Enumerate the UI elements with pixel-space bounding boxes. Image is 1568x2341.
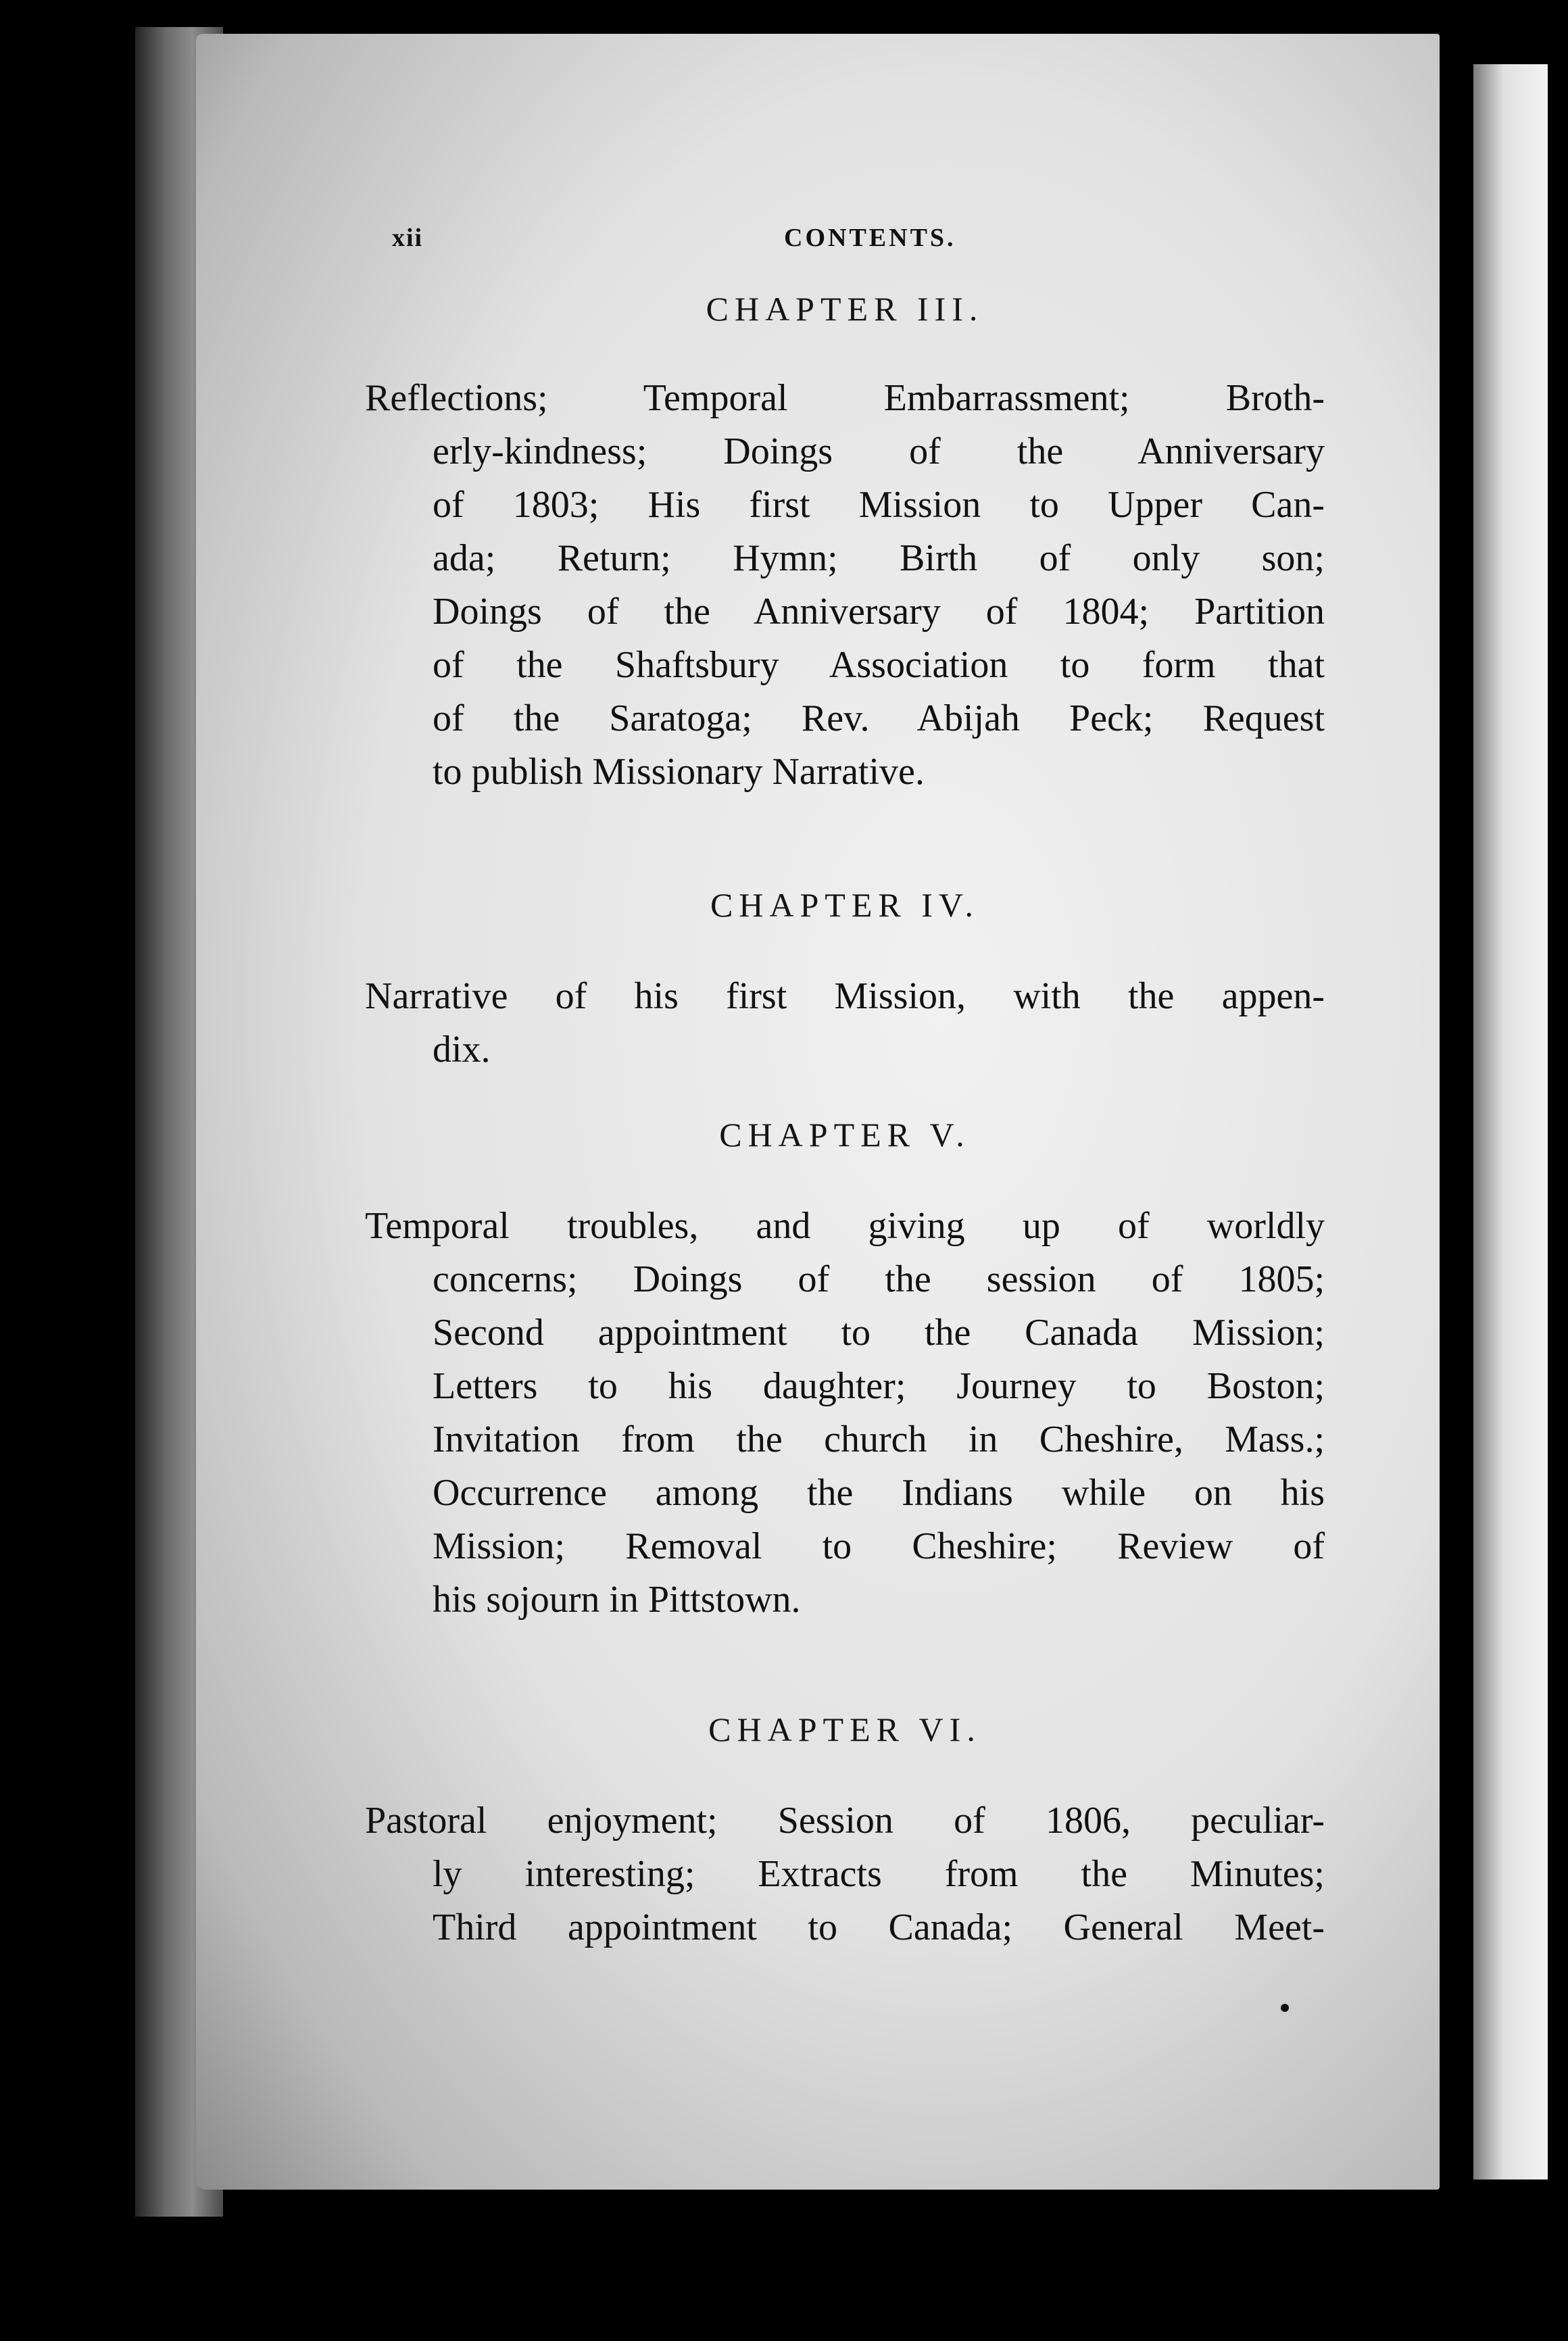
chapter-summary	[365, 372, 1325, 799]
summary-line: of 1803; His first Mission to Upper Can-	[433, 484, 1325, 526]
summary-line: of the Shaftsbury Association to form that	[433, 644, 1325, 686]
summary-line: Pastoral enjoyment; Session of 1806, peculiar-	[365, 1800, 1325, 1842]
page-number: xii	[392, 224, 424, 252]
summary-line: his sojourn in Pittstown.	[433, 1579, 801, 1621]
summary-line: dix.	[433, 1029, 491, 1070]
summary-line: Temporal troubles, and giving up of worldly	[365, 1205, 1325, 1247]
chapter-summary	[365, 1794, 1325, 1954]
summary-line: Third appointment to Canada; General Meet-	[433, 1906, 1325, 1948]
chapter-heading: CHAPTER IV.	[710, 886, 980, 924]
summary-line: concerns; Doings of the session of 1805;	[433, 1258, 1325, 1300]
summary-line: Letters to his daughter; Journey to Boston;	[433, 1365, 1325, 1407]
summary-line: ada; Return; Hymn; Birth of only son;	[433, 537, 1325, 579]
adjacent-page-edge	[1473, 64, 1548, 2179]
summary-line: of the Saratoga; Rev. Abijah Peck; Request	[433, 697, 1325, 739]
summary-line: Occurrence among the Indians while on his	[433, 1472, 1325, 1514]
ink-speck	[1281, 2004, 1289, 2012]
summary-line: erly-kindness; Doings of the Anniversary	[433, 430, 1325, 472]
running-head	[392, 223, 1399, 257]
summary-line: Doings of the Anniversary of 1804; Partition	[433, 591, 1325, 633]
summary-line: to publish Missionary Narrative.	[433, 751, 925, 793]
summary-line: ly interesting; Extracts from the Minutes;	[433, 1853, 1325, 1895]
chapter-heading: CHAPTER III.	[706, 290, 984, 328]
summary-line: Mission; Removal to Cheshire; Review of	[433, 1525, 1325, 1567]
chapter-summary	[365, 970, 1325, 1077]
summary-line: Invitation from the church in Cheshire, Mass.;	[433, 1419, 1325, 1460]
summary-line: Reflections; Temporal Embarrassment; Broth-	[365, 377, 1325, 419]
summary-line: Second appointment to the Canada Mission;	[433, 1312, 1325, 1354]
chapter-heading: CHAPTER V.	[719, 1116, 971, 1154]
chapter-heading: CHAPTER VI.	[708, 1710, 981, 1748]
chapter-summary	[365, 1200, 1325, 1627]
summary-line: Narrative of his first Mission, with the appen-	[365, 975, 1325, 1017]
running-head-title: CONTENTS.	[784, 224, 956, 252]
